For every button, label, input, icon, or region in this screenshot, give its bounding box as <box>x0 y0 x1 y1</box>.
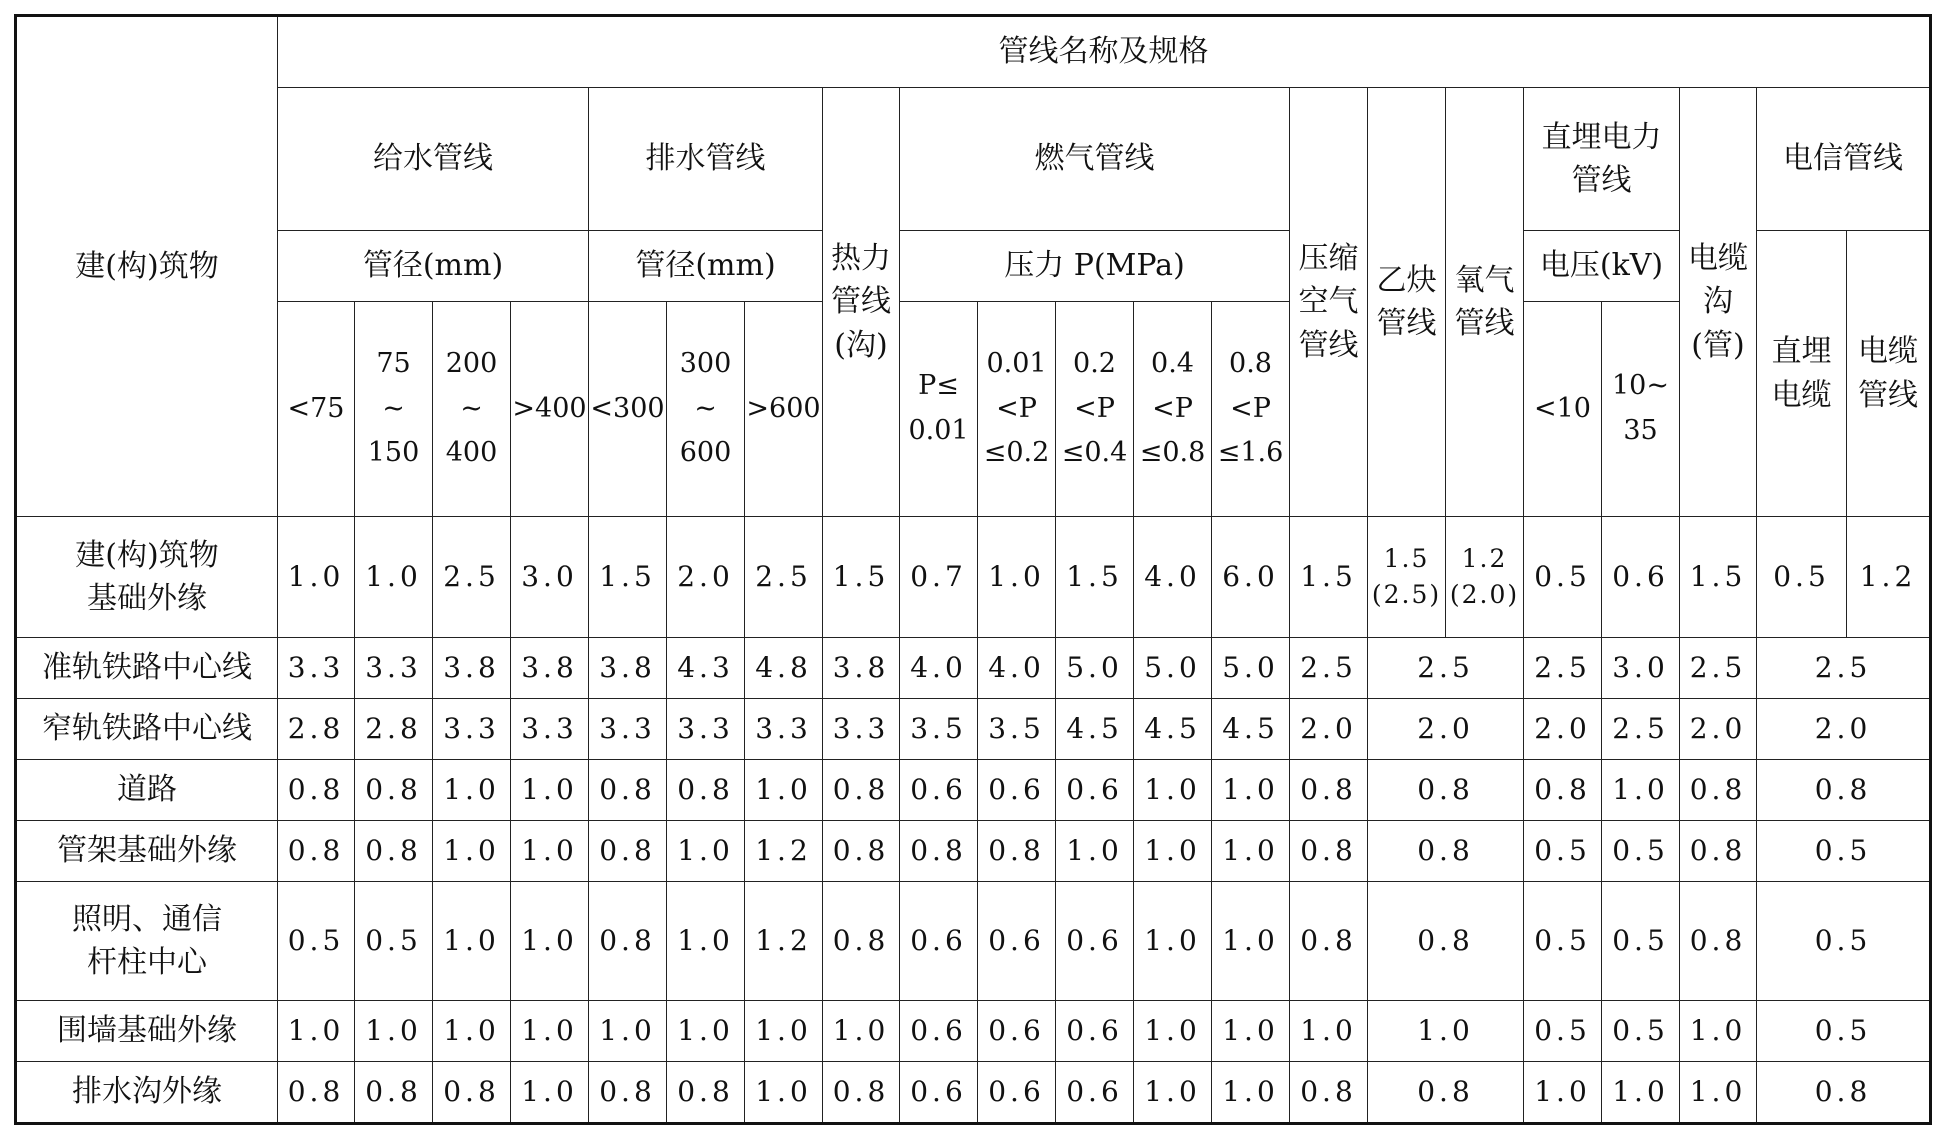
cell: 0.8 <box>1368 1062 1524 1124</box>
cell: 0.8 <box>978 821 1056 882</box>
cell: 0.8 <box>1290 1062 1368 1124</box>
table-container <box>14 14 1932 1125</box>
cell: 3.3 <box>589 699 667 760</box>
cell: 1.5 <box>823 517 900 638</box>
row-label: 准轨铁路中心线 <box>16 638 278 699</box>
cell: 1.0 <box>1212 760 1290 821</box>
water-diameter-header: 管径(mm) <box>278 231 589 302</box>
drain-pipeline-header: 排水管线 <box>589 88 823 231</box>
cell: 3.0 <box>1602 638 1680 699</box>
cell: 3.5 <box>900 699 978 760</box>
cell: 0.8 <box>278 821 355 882</box>
cell: 3.8 <box>589 638 667 699</box>
water-pipeline-header: 给水管线 <box>278 88 589 231</box>
cell: 0.7 <box>900 517 978 638</box>
cell: 1.0 <box>1602 760 1680 821</box>
cell: 0.5 <box>355 882 433 1001</box>
cell: 1.0 <box>667 821 745 882</box>
cell: 0.6 <box>1056 1001 1134 1062</box>
table-row <box>16 882 1931 1001</box>
cell: 1.0 <box>1290 1001 1368 1062</box>
row-label: 建(构)筑物 基础外缘 <box>16 517 278 638</box>
cell: 2.5 <box>1602 699 1680 760</box>
cell: 3.8 <box>511 638 589 699</box>
cell: 1.0 <box>1134 1001 1212 1062</box>
cell: 0.8 <box>823 760 900 821</box>
cell: 0.8 <box>589 760 667 821</box>
row-label: 排水沟外缘 <box>16 1062 278 1124</box>
cell: 0.8 <box>1368 882 1524 1001</box>
sub-header: 0.01 <P ≤0.2 <box>978 302 1056 517</box>
cell: 1.2 <box>745 821 823 882</box>
cell: 2.0 <box>1368 699 1524 760</box>
cell: 2.8 <box>278 699 355 760</box>
table-row <box>16 699 1931 760</box>
cell: 0.8 <box>823 1062 900 1124</box>
telecom-direct-cable-header: 直埋 电缆 <box>1757 231 1847 517</box>
cell: 0.5 <box>1602 1001 1680 1062</box>
cell: 4.5 <box>1212 699 1290 760</box>
cell: 1.0 <box>1680 1062 1757 1124</box>
cell: 5.0 <box>1056 638 1134 699</box>
cell: 0.8 <box>1290 821 1368 882</box>
cell: 6.0 <box>1212 517 1290 638</box>
cell: 2.0 <box>1757 699 1931 760</box>
cell: 1.0 <box>433 882 511 1001</box>
corner-header: 建(构)筑物 <box>16 16 278 517</box>
cell: 1.0 <box>745 760 823 821</box>
cell: 1.0 <box>433 760 511 821</box>
cell: 1.0 <box>511 882 589 1001</box>
cell: 1.0 <box>978 517 1056 638</box>
compressed-air-header: 压缩 空气 管线 <box>1290 88 1368 517</box>
cell: 1.0 <box>589 1001 667 1062</box>
cell: 3.0 <box>511 517 589 638</box>
cell: 1.0 <box>355 517 433 638</box>
sub-header: 75 ~ 150 <box>355 302 433 517</box>
cell: 0.8 <box>1757 1062 1931 1124</box>
sub-header: <75 <box>278 302 355 517</box>
cell: 1.5 (2.5) <box>1368 517 1446 638</box>
cell: 2.5 <box>1757 638 1931 699</box>
cell: 0.6 <box>900 1062 978 1124</box>
cell: 1.0 <box>745 1062 823 1124</box>
cell: 0.8 <box>1290 882 1368 1001</box>
table-row <box>16 517 1931 638</box>
cell: 3.3 <box>278 638 355 699</box>
cell: 1.5 <box>1680 517 1757 638</box>
cell: 3.8 <box>823 638 900 699</box>
table-row <box>16 821 1931 882</box>
telecom-header: 电信管线 <box>1757 88 1931 231</box>
cell: 1.2 (2.0) <box>1446 517 1524 638</box>
cell: 0.8 <box>589 821 667 882</box>
acetylene-header: 乙炔 管线 <box>1368 88 1446 517</box>
cell: 0.8 <box>589 882 667 1001</box>
table-row <box>16 1062 1931 1124</box>
cell: 2.8 <box>355 699 433 760</box>
table-title: 管线名称及规格 <box>278 16 1931 88</box>
cell: 2.5 <box>745 517 823 638</box>
row-label: 管架基础外缘 <box>16 821 278 882</box>
drain-diameter-header: 管径(mm) <box>589 231 823 302</box>
cell: 1.0 <box>511 821 589 882</box>
cell: 3.8 <box>433 638 511 699</box>
cell: 2.5 <box>1524 638 1602 699</box>
cell: 4.8 <box>745 638 823 699</box>
sub-header: 10~ 35 <box>1602 302 1680 517</box>
cell: 1.0 <box>278 517 355 638</box>
oxygen-header: 氧气 管线 <box>1446 88 1524 517</box>
power-cable-header: 直埋电力 管线 <box>1524 88 1680 231</box>
cell: 3.3 <box>667 699 745 760</box>
cell: 2.5 <box>1368 638 1524 699</box>
cell: 1.0 <box>355 1001 433 1062</box>
cell: 1.2 <box>745 882 823 1001</box>
cell: 4.5 <box>1134 699 1212 760</box>
pipeline-spacing-table <box>14 14 1932 1125</box>
cell: 0.6 <box>1602 517 1680 638</box>
cell: 0.8 <box>1680 760 1757 821</box>
cell: 0.8 <box>355 1062 433 1124</box>
cell: 0.8 <box>355 821 433 882</box>
cell: 1.0 <box>1134 821 1212 882</box>
cell: 0.5 <box>1524 1001 1602 1062</box>
sub-header: <10 <box>1524 302 1602 517</box>
cable-duct-header: 电缆 沟 (管) <box>1680 88 1757 517</box>
cell: 0.8 <box>1290 760 1368 821</box>
cell: 0.6 <box>978 1062 1056 1124</box>
cell: 1.5 <box>1056 517 1134 638</box>
cell: 1.0 <box>667 882 745 1001</box>
cell: 1.0 <box>1134 760 1212 821</box>
cell: 0.6 <box>978 882 1056 1001</box>
cell: 0.8 <box>1524 760 1602 821</box>
heat-pipeline-header: 热力 管线 (沟) <box>823 88 900 517</box>
sub-header: 0.2 <P ≤0.4 <box>1056 302 1134 517</box>
cell: 1.0 <box>1680 1001 1757 1062</box>
cell: 1.2 <box>1847 517 1931 638</box>
cell: 3.3 <box>511 699 589 760</box>
cell: 0.8 <box>1680 821 1757 882</box>
cell: 1.0 <box>433 1001 511 1062</box>
cell: 1.0 <box>1212 882 1290 1001</box>
cell: 2.5 <box>1290 638 1368 699</box>
cell: 0.5 <box>1757 821 1931 882</box>
cell: 1.5 <box>589 517 667 638</box>
cell: 4.0 <box>1134 517 1212 638</box>
cell: 1.0 <box>745 1001 823 1062</box>
cell: 0.8 <box>1368 821 1524 882</box>
cell: 3.5 <box>978 699 1056 760</box>
sub-header: 300 ~ 600 <box>667 302 745 517</box>
sub-header: 0.8 <P ≤1.6 <box>1212 302 1290 517</box>
cell: 0.5 <box>1524 517 1602 638</box>
cell: 0.8 <box>823 821 900 882</box>
cell: 0.8 <box>900 821 978 882</box>
table-row <box>16 760 1931 821</box>
row-label: 围墙基础外缘 <box>16 1001 278 1062</box>
sub-header: P≤ 0.01 <box>900 302 978 517</box>
cell: 2.0 <box>1680 699 1757 760</box>
table-row <box>16 638 1931 699</box>
cell: 5.0 <box>1212 638 1290 699</box>
cell: 0.6 <box>900 760 978 821</box>
cell: 1.0 <box>823 1001 900 1062</box>
table-row <box>16 1001 1931 1062</box>
cell: 0.5 <box>1757 517 1847 638</box>
row-label: 道路 <box>16 760 278 821</box>
cell: 0.5 <box>1524 882 1602 1001</box>
cell: 1.0 <box>1602 1062 1680 1124</box>
cell: 4.5 <box>1056 699 1134 760</box>
cell: 1.0 <box>433 821 511 882</box>
sub-header: >600 <box>745 302 823 517</box>
cell: 1.0 <box>1524 1062 1602 1124</box>
cell: 0.8 <box>589 1062 667 1124</box>
cell: 1.0 <box>511 760 589 821</box>
sub-header: <300 <box>589 302 667 517</box>
cell: 0.8 <box>433 1062 511 1124</box>
cell: 1.5 <box>1290 517 1368 638</box>
telecom-cable-duct-header: 电缆 管线 <box>1847 231 1931 517</box>
cell: 2.5 <box>433 517 511 638</box>
cell: 0.6 <box>1056 1062 1134 1124</box>
cell: 1.0 <box>511 1001 589 1062</box>
cell: 1.0 <box>1212 1062 1290 1124</box>
cell: 0.5 <box>1602 882 1680 1001</box>
cell: 3.3 <box>355 638 433 699</box>
sub-header: 200 ~ 400 <box>433 302 511 517</box>
cell: 0.8 <box>1368 760 1524 821</box>
row-label: 窄轨铁路中心线 <box>16 699 278 760</box>
cell: 2.5 <box>1680 638 1757 699</box>
cell: 1.0 <box>1212 1001 1290 1062</box>
cell: 1.0 <box>1368 1001 1524 1062</box>
cell: 0.8 <box>278 1062 355 1124</box>
cell: 4.0 <box>978 638 1056 699</box>
gas-pipeline-header: 燃气管线 <box>900 88 1290 231</box>
cell: 1.0 <box>667 1001 745 1062</box>
cell: 0.5 <box>1602 821 1680 882</box>
cell: 0.6 <box>1056 760 1134 821</box>
cell: 1.0 <box>278 1001 355 1062</box>
cell: 4.0 <box>900 638 978 699</box>
sub-header: >400 <box>511 302 589 517</box>
cell: 0.5 <box>278 882 355 1001</box>
cell: 0.6 <box>900 1001 978 1062</box>
cell: 0.8 <box>823 882 900 1001</box>
cell: 0.6 <box>978 1001 1056 1062</box>
cell: 0.5 <box>1757 882 1931 1001</box>
cell: 2.0 <box>1524 699 1602 760</box>
cell: 1.0 <box>1056 821 1134 882</box>
cell: 0.8 <box>667 1062 745 1124</box>
cell: 0.6 <box>1056 882 1134 1001</box>
cell: 1.0 <box>1212 821 1290 882</box>
cell: 0.5 <box>1757 1001 1931 1062</box>
cell: 2.0 <box>667 517 745 638</box>
cell: 0.8 <box>278 760 355 821</box>
voltage-header: 电压(kV) <box>1524 231 1680 302</box>
cell: 0.5 <box>1524 821 1602 882</box>
cell: 3.3 <box>823 699 900 760</box>
cell: 1.0 <box>1134 1062 1212 1124</box>
cell: 1.0 <box>511 1062 589 1124</box>
cell: 5.0 <box>1134 638 1212 699</box>
cell: 2.0 <box>1290 699 1368 760</box>
cell: 1.0 <box>1134 882 1212 1001</box>
cell: 0.8 <box>355 760 433 821</box>
cell: 0.8 <box>667 760 745 821</box>
cell: 4.3 <box>667 638 745 699</box>
row-label: 照明、通信 杆柱中心 <box>16 882 278 1001</box>
cell: 0.6 <box>978 760 1056 821</box>
cell: 3.3 <box>745 699 823 760</box>
sub-header: 0.4 <P ≤0.8 <box>1134 302 1212 517</box>
cell: 0.6 <box>900 882 978 1001</box>
gas-pressure-header: 压力 P(MPa) <box>900 231 1290 302</box>
cell: 0.8 <box>1680 882 1757 1001</box>
cell: 3.3 <box>433 699 511 760</box>
cell: 0.8 <box>1757 760 1931 821</box>
